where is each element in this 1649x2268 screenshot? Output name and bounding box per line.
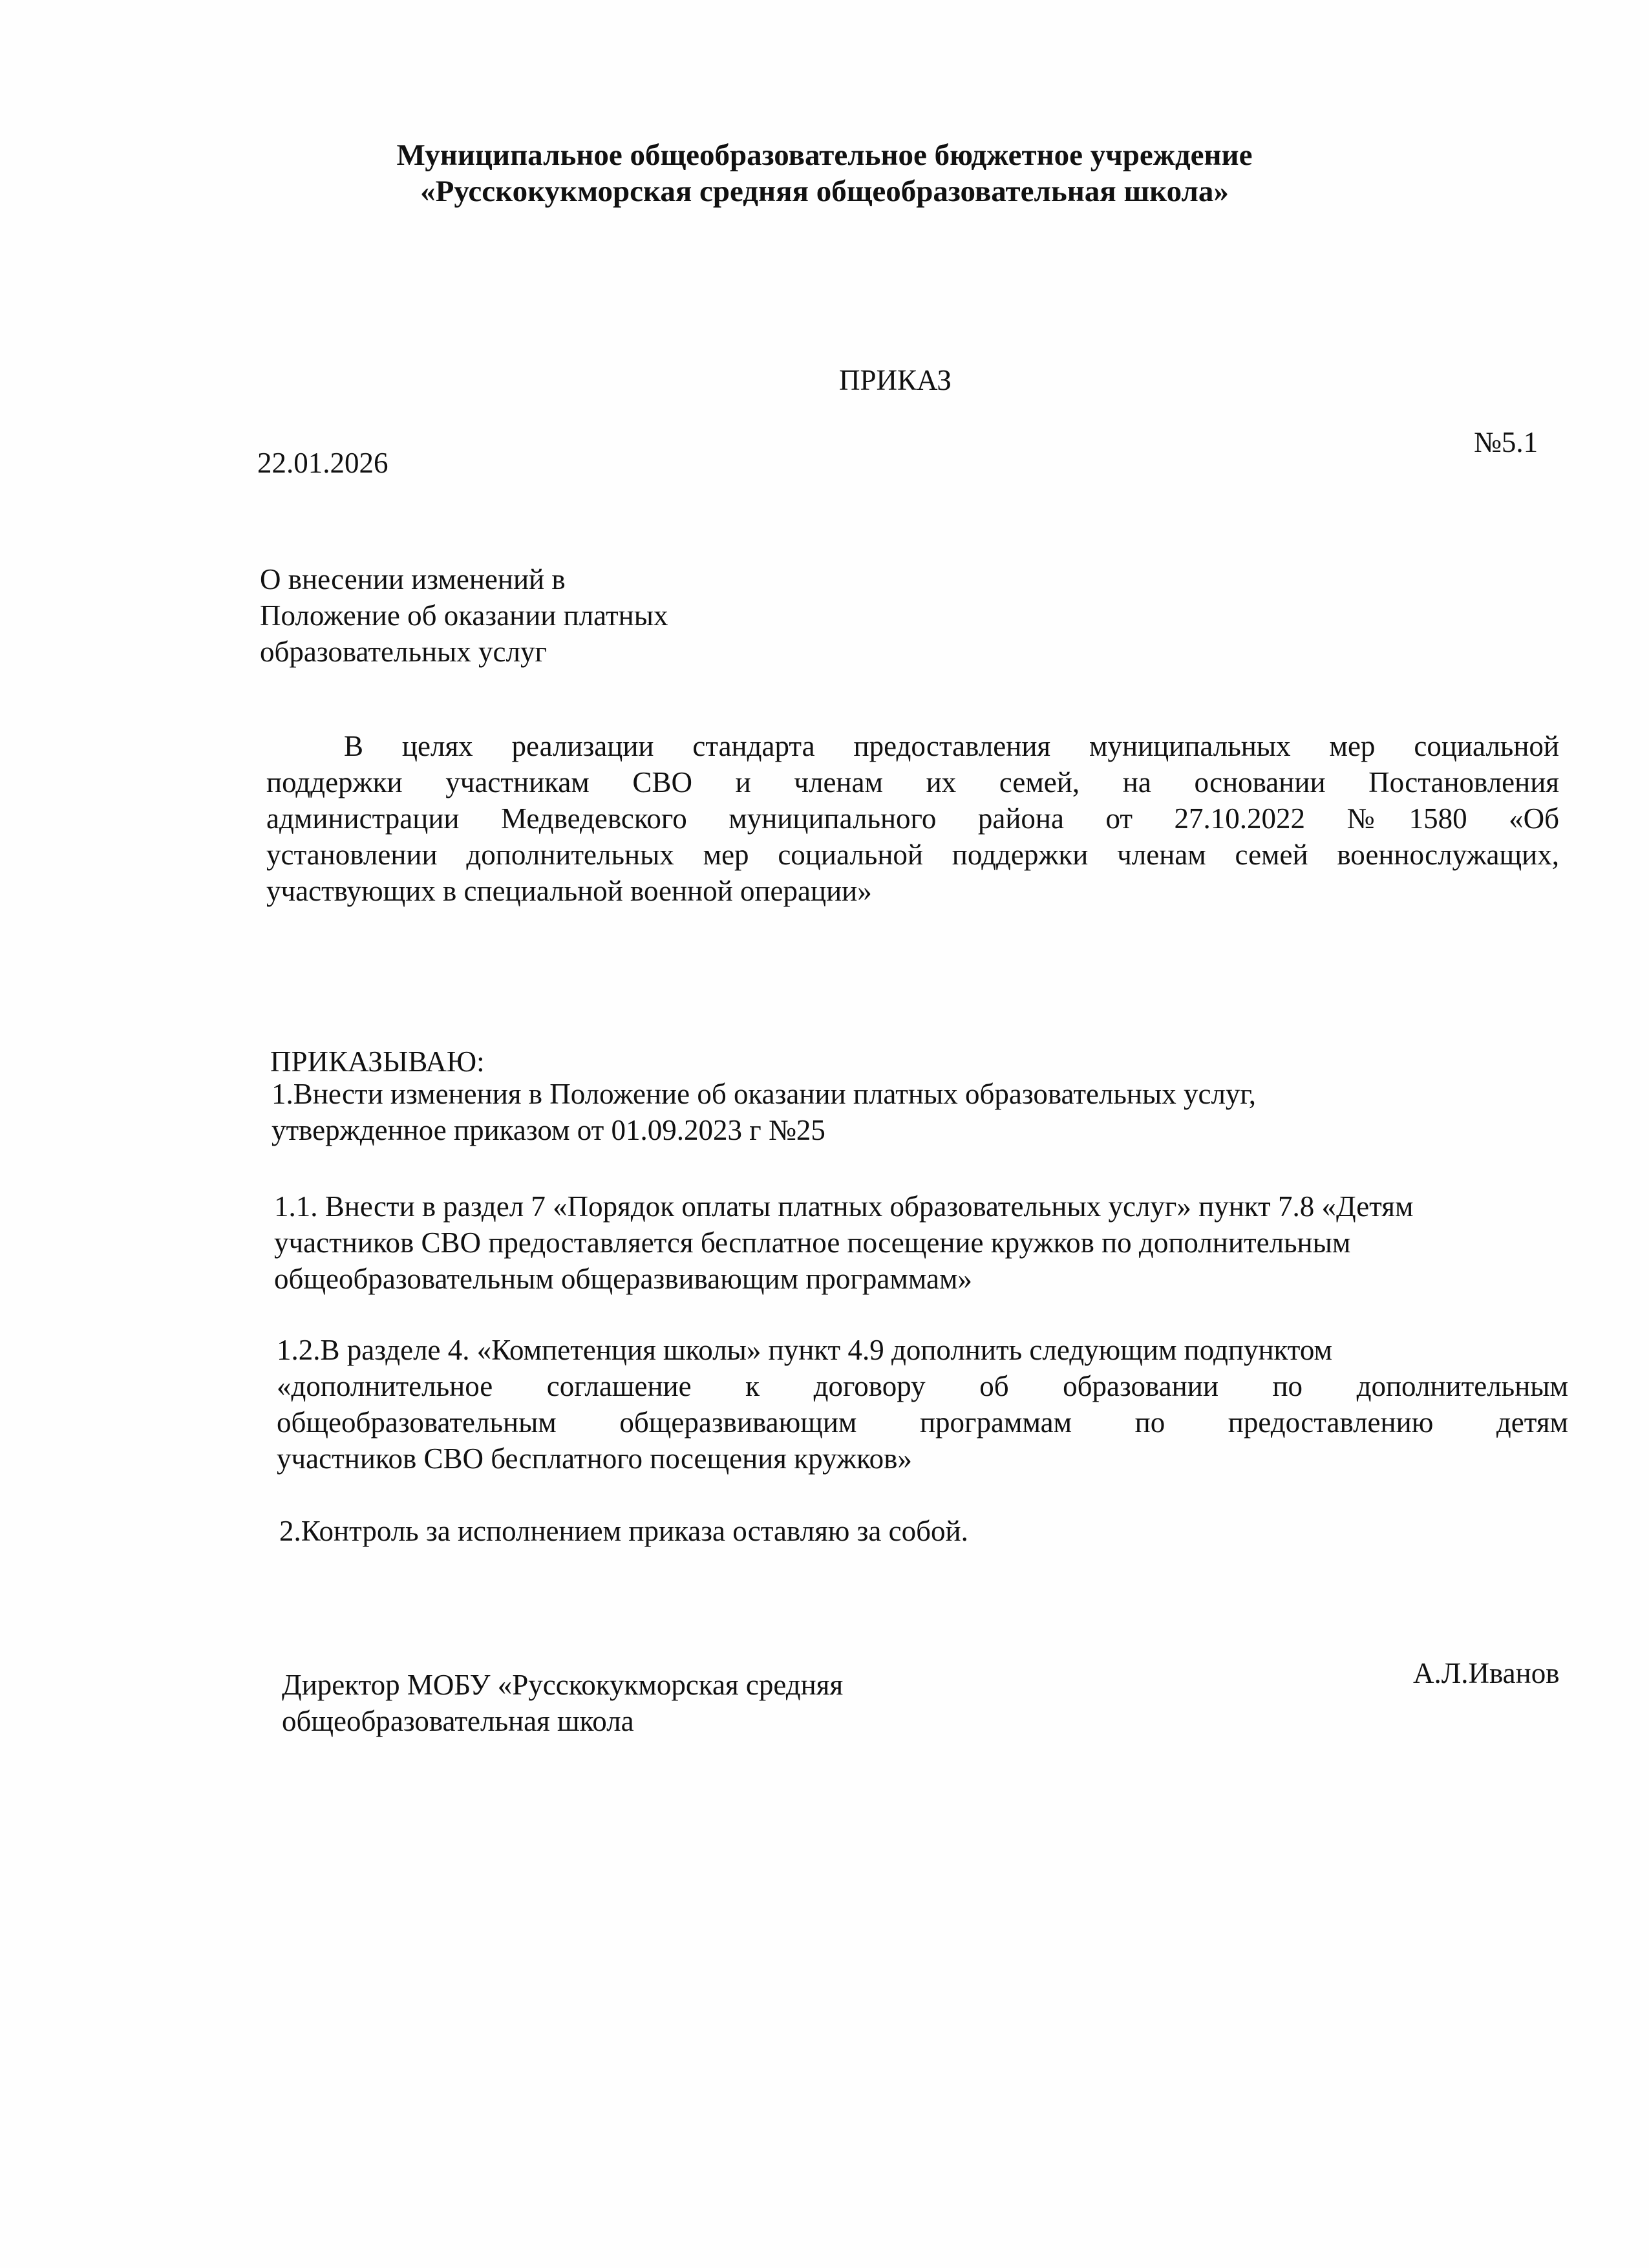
order-subject	[260, 561, 668, 670]
item-line: общеобразовательным общеразвивающим программам»	[274, 1263, 972, 1295]
item-line: «дополнительное соглашение к договору об образовании по дополнительным	[277, 1370, 1568, 1402]
signature-position-line: Директор МОБУ «Русскокукморская средняя	[282, 1669, 844, 1701]
signature-position	[282, 1667, 843, 1739]
directive-item-2: 2.Контроль за исполнением приказа оставляю за собой.	[279, 1515, 968, 1547]
signature-position-line: общеобразовательная школа	[282, 1705, 634, 1737]
preamble-line: установлении дополнительных мер социальной поддержки членам семей военнослужащих,	[266, 839, 1559, 871]
item-line: участников СВО бесплатного посещения кружков»	[277, 1442, 912, 1475]
directive-heading: ПРИКАЗЫВАЮ:	[270, 1045, 485, 1078]
institution-name-line1: Муниципальное общеобразовательное бюджетное учреждение	[396, 138, 1253, 172]
preamble-line: поддержки участникам СВО и членам их семей, на основании Постановления	[266, 766, 1559, 798]
item-line: 1.2.В разделе 4. «Компетенция школы» пункт 4.9 дополнить следующим подпунктом	[277, 1334, 1332, 1366]
preamble-line: администрации Медведевского муниципального района от 27.10.2022 №1580 «Об	[266, 802, 1559, 835]
subject-line: О внесении изменений в	[260, 563, 566, 595]
order-date: 22.01.2026	[257, 447, 388, 479]
item-line: 1.1. Внести в раздел 7 «Порядок оплаты платных образовательных услуг» пункт 7.8 «Детям	[274, 1190, 1414, 1223]
item-line: участников СВО предоставляется бесплатное посещение кружков по дополнительным	[274, 1226, 1351, 1259]
order-number: №5.1	[1474, 426, 1538, 458]
subject-line: образовательных услуг	[260, 636, 547, 668]
preamble-line: участвующих в специальной военной операции»	[266, 875, 872, 907]
directive-item-1-2	[277, 1332, 1568, 1477]
directive-item-1-1	[274, 1188, 1413, 1297]
item-line: 1.Внести изменения в Положение об оказании платных образовательных услуг,	[271, 1078, 1257, 1110]
signatory-name: А.Л.Иванов	[1413, 1657, 1560, 1689]
document-title: ПРИКАЗ	[839, 364, 952, 396]
item-line: общеобразовательным общеразвивающим программам по предоставлению детям	[277, 1406, 1568, 1439]
institution-name-line2: «Русскокукморская средняя общеобразовательная школа»	[420, 175, 1229, 208]
item-line: утвержденное приказом от 01.09.2023 г №25	[271, 1114, 825, 1146]
directive-item-1	[271, 1076, 1256, 1148]
preamble-paragraph	[266, 728, 1559, 909]
preamble-line: В целях реализации стандарта предоставления муниципальных мер социальной	[344, 730, 1559, 762]
subject-line: Положение об оказании платных	[260, 599, 668, 632]
